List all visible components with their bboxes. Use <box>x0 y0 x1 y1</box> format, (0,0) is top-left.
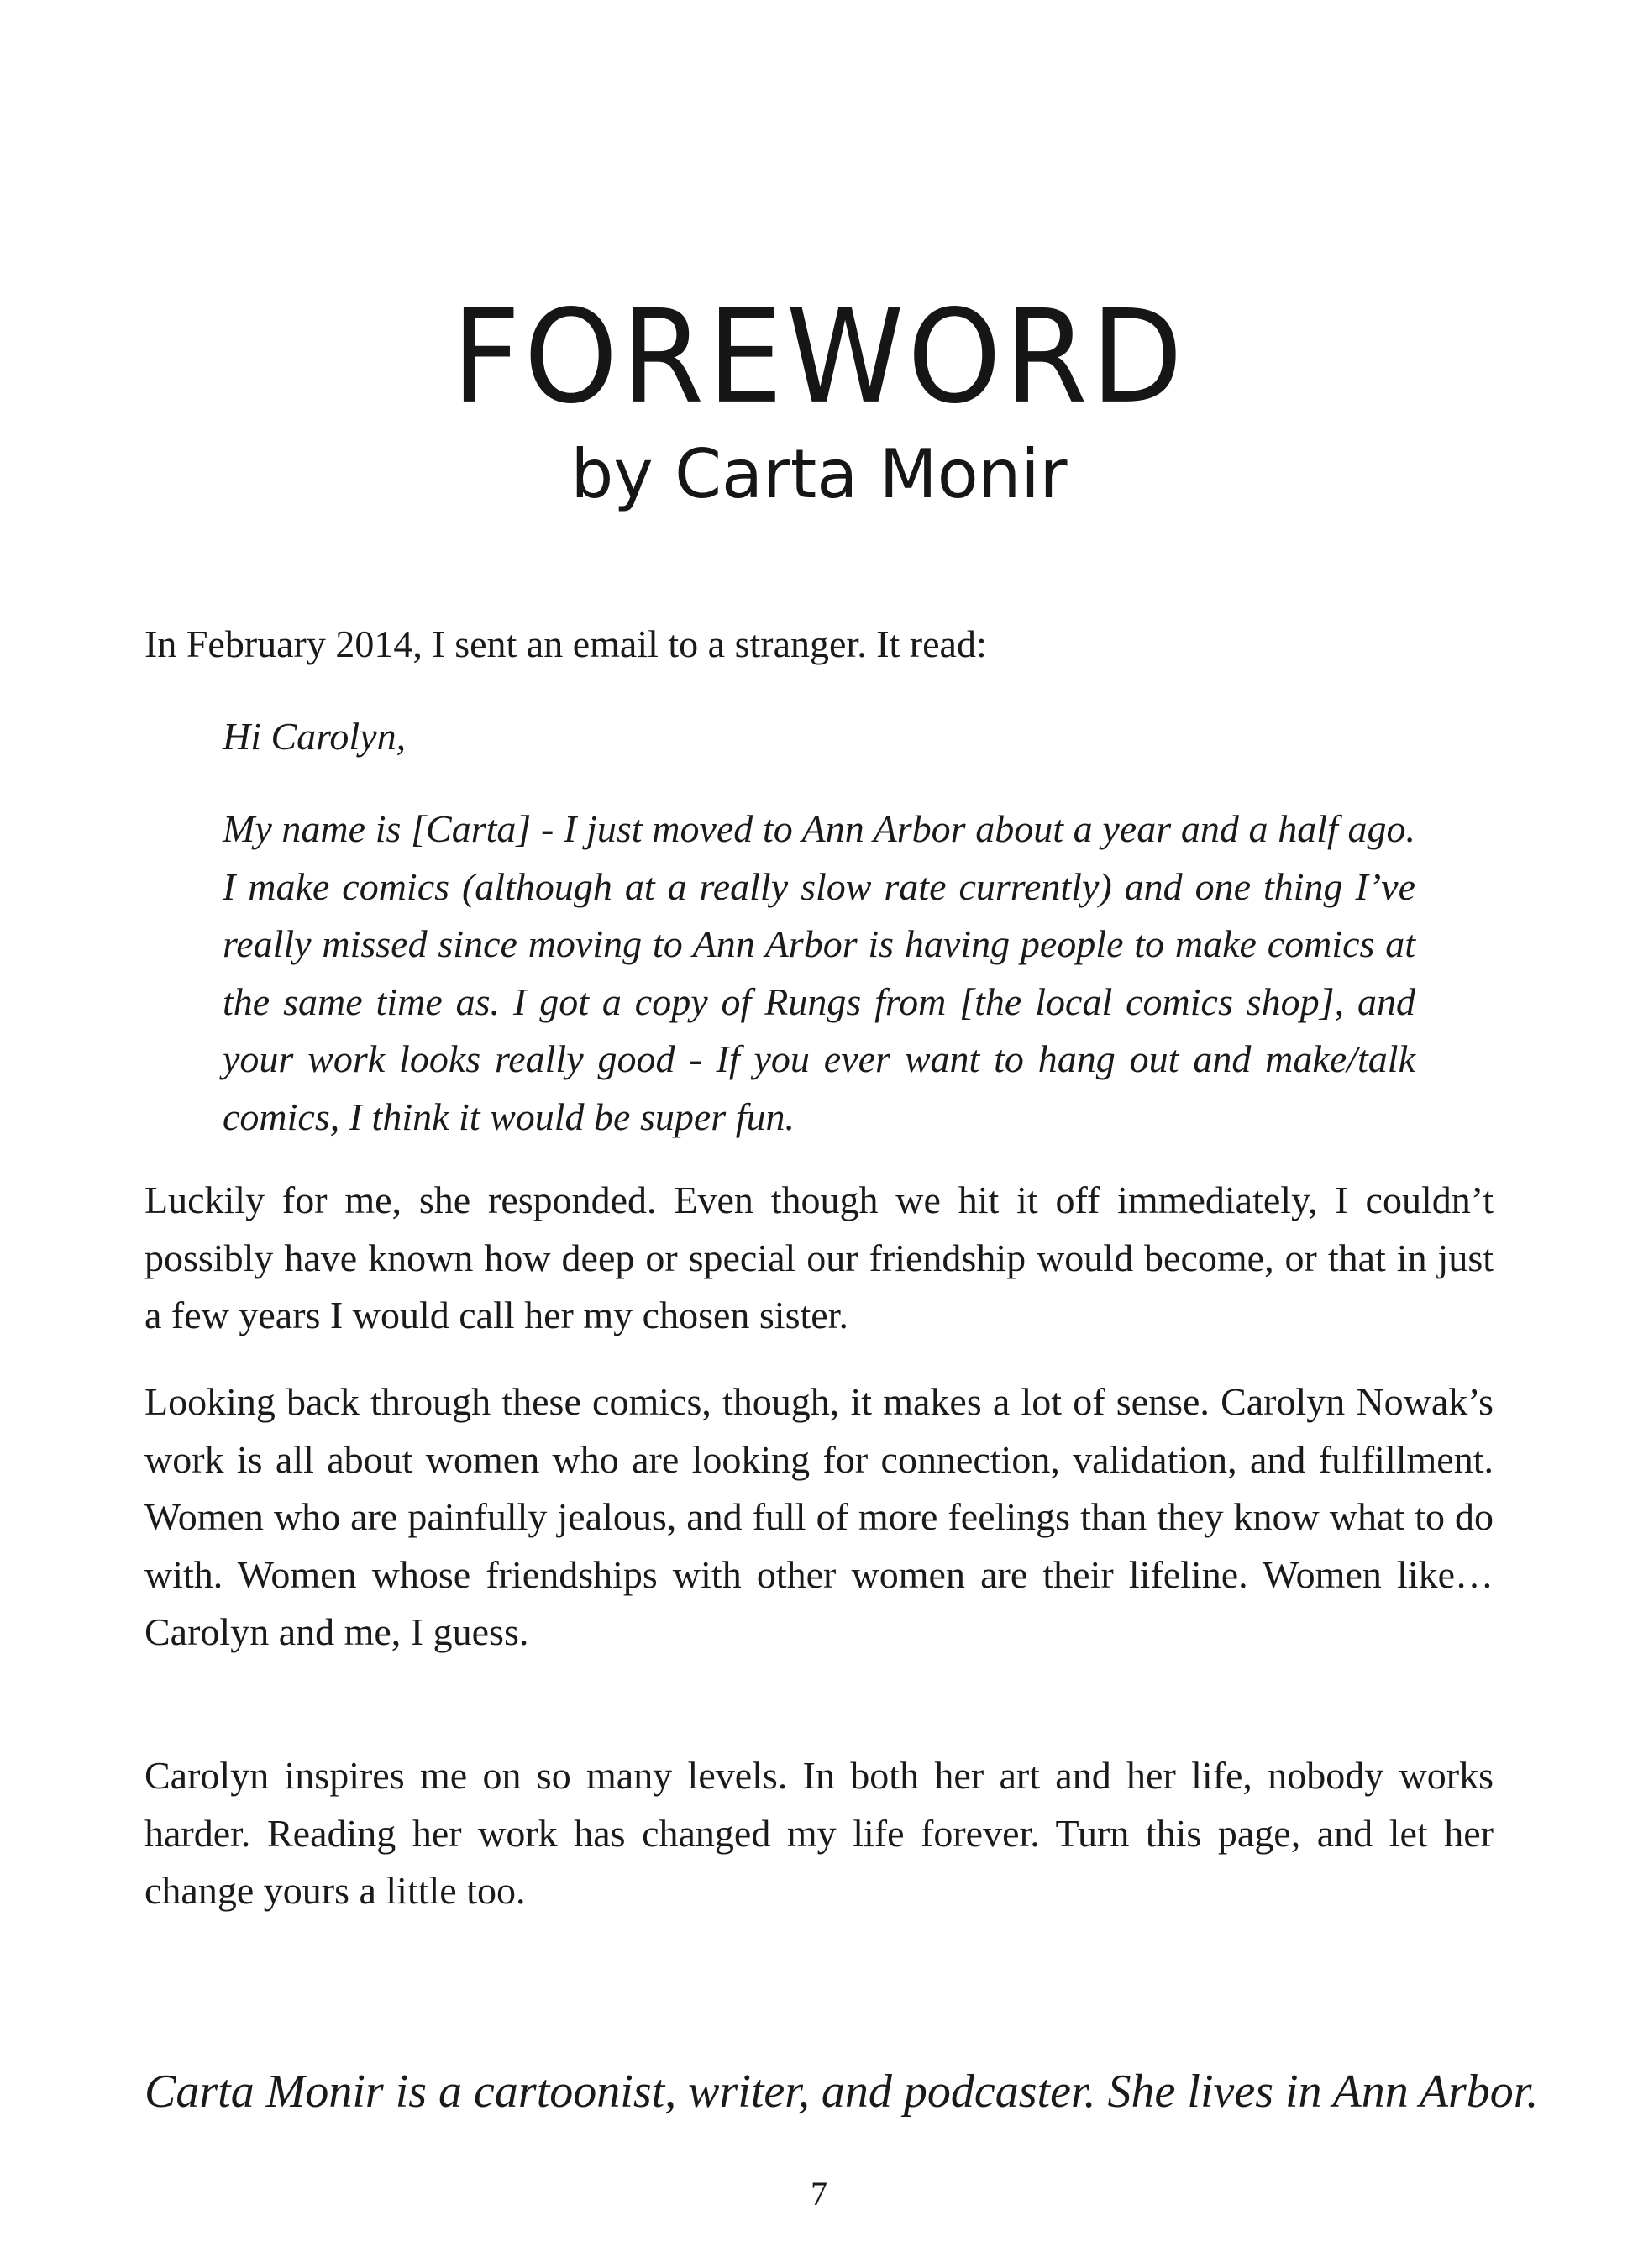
intro-paragraph: In February 2014, I sent an email to a stranger. It read: <box>144 622 987 665</box>
quoted-email-body: My name is [Carta] - I just moved to Ann Arbor about a year and a half ago. I make comics (although at a really slow rate currently) and one thing I’ve really missed since moving to Ann Arbor is having people to make comics at the same time as. I got a copy of Rungs from [the local comics shop], and your work looks really good - If you ever want to hang out and make/talk comics, I think it would be super fun. <box>223 807 1415 1138</box>
paragraph-luckily: Luckily for me, she responded. Even though we hit it off immediately, I couldn’t possibly have known how deep or special our friendship would become, or that in just a few years I would call her my chosen sister. <box>144 1179 1494 1336</box>
page-title: FOREWORD <box>451 282 1186 433</box>
page-subtitle: by Carta Monir <box>570 435 1068 513</box>
paragraph-carolyn-inspires: Carolyn inspires me on so many levels. In both her art and her life, nobody works harder. Reading her work has changed my life forever. Turn this page, and let her change yours a little too. <box>144 1754 1494 1912</box>
quoted-email-greeting: Hi Carolyn, <box>223 715 407 758</box>
page-number: 7 <box>811 2175 827 2213</box>
paragraph-looking-back: Looking back through these comics, though, it makes a lot of sense. Carolyn Nowak’s work is all about women who are looking for connection, validation, and fulfillment. Women who are painfully jealous, and full of more feelings than they know what to do with. Women whose friendships with other women are their lifeline. Women like… Carolyn and me, I guess. <box>144 1380 1494 1653</box>
author-bio: Carta Monir is a cartoonist, writer, and podcaster. She lives in Ann Arbor. <box>144 2066 1539 2118</box>
